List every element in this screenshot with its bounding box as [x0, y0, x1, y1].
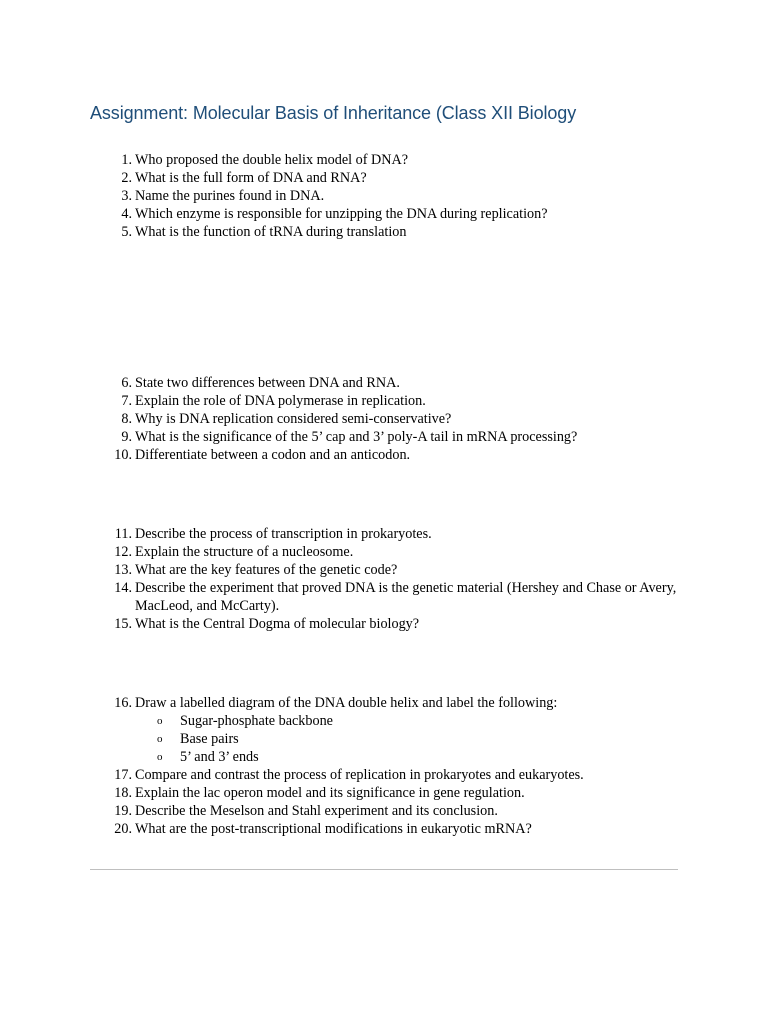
- label-sublist: [135, 712, 688, 766]
- question-number: 10.: [114, 447, 132, 463]
- question-item: [108, 446, 688, 464]
- question-item: [108, 374, 688, 392]
- question-list-11-15: [108, 525, 688, 633]
- question-text: Explain the lac operon model and its significance in gene regulation.: [135, 785, 525, 801]
- question-text: Draw a labelled diagram of the DNA double helix and label the following:: [135, 695, 558, 711]
- question-text: Why is DNA replication considered semi-conservative?: [135, 411, 452, 427]
- sublist-item-text: Sugar-phosphate backbone: [180, 713, 333, 729]
- question-item: [108, 561, 688, 579]
- question-number: 19.: [114, 803, 132, 819]
- hollow-bullet-icon: o: [157, 715, 163, 727]
- question-item: [108, 543, 688, 561]
- question-text: Describe the process of transcription in prokaryotes.: [135, 526, 432, 542]
- question-item: [108, 151, 688, 169]
- question-text: Which enzyme is responsible for unzipping the DNA during replication?: [135, 206, 548, 222]
- question-text: What is the function of tRNA during translation: [135, 224, 407, 240]
- sublist-item: [135, 748, 688, 766]
- question-number: 9.: [121, 429, 132, 445]
- question-number: 17.: [114, 767, 132, 783]
- question-text: Explain the structure of a nucleosome.: [135, 544, 354, 560]
- question-item: [108, 392, 688, 410]
- question-item: [108, 820, 688, 838]
- question-text: Compare and contrast the process of replication in prokaryotes and eukaryotes.: [135, 767, 584, 783]
- question-item: [108, 428, 688, 446]
- question-number: 1.: [121, 152, 132, 168]
- question-text: Describe the Meselson and Stahl experiment and its conclusion.: [135, 803, 498, 819]
- question-text: What are the post-transcriptional modifications in eukaryotic mRNA?: [135, 821, 532, 837]
- question-item: [108, 410, 688, 428]
- question-number: 11.: [114, 526, 132, 542]
- question-number: 12.: [114, 544, 132, 560]
- question-number: 14.: [114, 580, 132, 596]
- question-text: Explain the role of DNA polymerase in replication.: [135, 393, 426, 409]
- question-list-16-20: [108, 694, 688, 838]
- hollow-bullet-icon: o: [157, 751, 163, 763]
- question-number: 20.: [114, 821, 132, 837]
- question-list-1-5: [108, 151, 688, 241]
- question-item: [108, 784, 688, 802]
- question-item: [108, 205, 688, 223]
- question-item: [108, 694, 688, 766]
- question-text: Name the purines found in DNA.: [135, 188, 325, 204]
- question-item: [108, 169, 688, 187]
- question-number: 8.: [121, 411, 132, 427]
- question-text: What is the Central Dogma of molecular biology?: [135, 616, 420, 632]
- question-number: 5.: [121, 224, 132, 240]
- hollow-bullet-icon: o: [157, 733, 163, 745]
- question-item: [108, 615, 688, 633]
- question-text: State two differences between DNA and RNA.: [135, 375, 400, 391]
- question-text: What are the key features of the genetic code?: [135, 562, 398, 578]
- question-number: 18.: [114, 785, 132, 801]
- question-number: 4.: [121, 206, 132, 222]
- question-number: 15.: [114, 616, 132, 632]
- sublist-item-text: 5’ and 3’ ends: [180, 749, 259, 765]
- question-item: [108, 579, 688, 615]
- question-text: What is the full form of DNA and RNA?: [135, 170, 367, 186]
- question-number: 13.: [114, 562, 132, 578]
- question-text: Who proposed the double helix model of DNA?: [135, 152, 409, 168]
- sublist-item: [135, 712, 688, 730]
- horizontal-divider: [90, 869, 678, 870]
- question-list-6-10: [108, 374, 688, 464]
- question-item: [108, 802, 688, 820]
- question-text: What is the significance of the 5’ cap and 3’ poly-A tail in mRNA processing?: [135, 429, 578, 445]
- question-number: 6.: [121, 375, 132, 391]
- question-number: 16.: [114, 695, 132, 711]
- assignment-title: Assignment: Molecular Basis of Inheritance (Class XII Biology: [90, 103, 577, 123]
- question-item: [108, 223, 688, 241]
- question-text: Describe the experiment that proved DNA is the genetic material (Hershey and Chase or Avery, MacLeod, and McCarty).: [135, 580, 677, 614]
- question-number: 7.: [121, 393, 132, 409]
- question-number: 2.: [121, 170, 132, 186]
- sublist-item: [135, 730, 688, 748]
- sublist-item-text: Base pairs: [180, 731, 239, 747]
- question-text: Differentiate between a codon and an anticodon.: [135, 447, 411, 463]
- question-item: [108, 766, 688, 784]
- question-item: [108, 187, 688, 205]
- question-number: 3.: [121, 188, 132, 204]
- question-item: [108, 525, 688, 543]
